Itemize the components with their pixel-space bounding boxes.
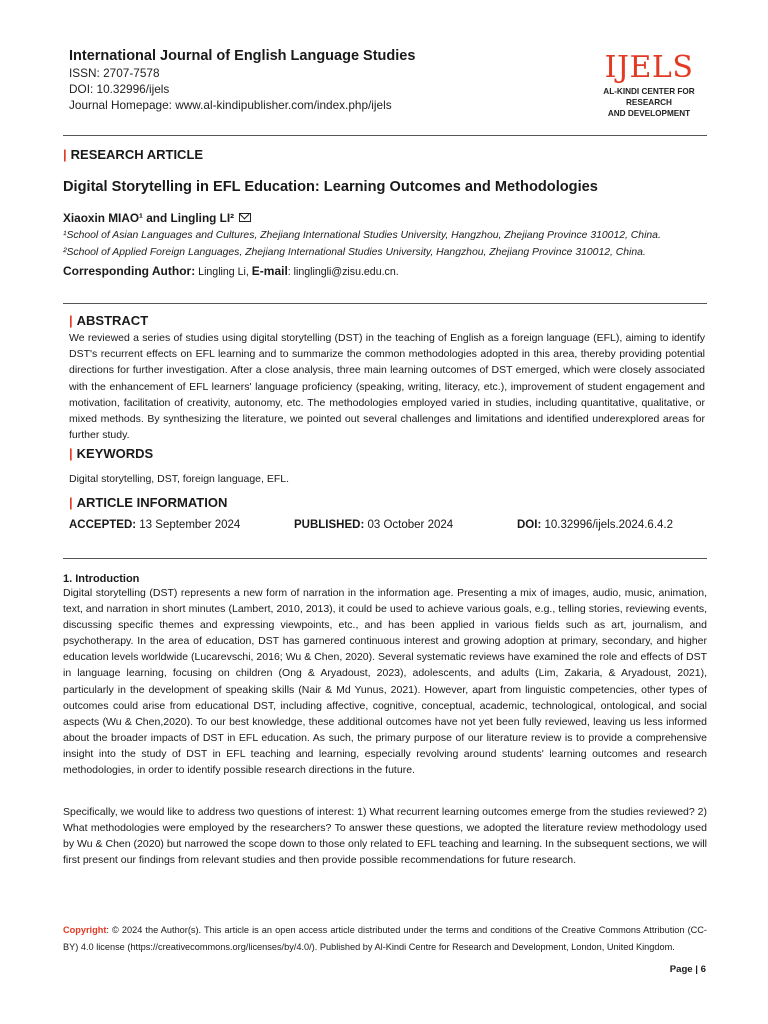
page-value: 6 [697,964,706,975]
corresponding-label: Corresponding Author: [63,264,196,278]
accepted-value: 13 September 2024 [136,519,241,531]
accent-bar: | [63,147,67,162]
authors-line [63,210,251,226]
logo-subtitle-2: AND DEVELOPMENT [607,109,691,118]
article-type-label [63,147,203,163]
journal-doi: DOI: 10.32996/ijels [69,82,170,96]
keywords-heading-text: KEYWORDS [76,446,154,461]
article-info-heading [69,495,227,511]
accepted-date [69,517,240,533]
ijels-logo [580,50,718,119]
doi-label: DOI: [517,519,542,531]
logo-text: IJELS [604,50,694,85]
header-divider [63,135,707,136]
mail-icon[interactable] [239,213,251,222]
article-doi [517,517,673,533]
published-date [294,517,453,533]
accepted-label: ACCEPTED: [69,519,137,531]
published-value: 03 October 2024 [364,519,454,531]
keywords-text: Digital storytelling, DST, foreign language, EFL. [69,473,290,485]
abstract-heading [69,313,148,329]
published-label: PUBLISHED: [294,519,365,531]
keywords-heading [69,446,153,462]
abstract-heading-text: ABSTRACT [76,313,149,328]
journal-header [69,47,529,113]
affiliation-1: ¹School of Asian Languages and Cultures, Zhejiang International Studies University, Hangzhou, Zhejiang Province 310012, China. [63,230,661,241]
accent-bar: | [69,495,73,510]
doi-value[interactable]: 10.32996/ijels.2024.6.4.2 [541,519,673,531]
corresponding-author [63,263,399,280]
article-title: Digital Storytelling in EFL Education: Learning Outcomes and Methodologies [63,179,598,195]
journal-title: International Journal of English Language Studies [69,48,416,64]
page-label: Page | [669,964,698,975]
journal-issn: ISSN: 2707-7578 [69,66,160,80]
page-number [670,963,706,977]
copyright-notice [63,922,707,955]
article-info-heading-text: ARTICLE INFORMATION [76,495,228,510]
journal-homepage: Journal Homepage: www.al-kindipublisher.com/index.php/ijels [69,98,392,112]
abstract-divider [63,303,707,304]
intro-paragraph-2: Specifically, we would like to address two questions of interest: 1) What recurrent learning outcomes emerge from the studies reviewed? 2) What methodologies were employed by the researchers? To answer these questions, we adopted the literature review methodology used by Wu & Chen (2020) but narrowed the scope down to those only related to EFL teaching and learning. In the subsequent sections, we will first present our findings from relevant studies and then provide possible recommendations for future research. [63,806,707,867]
logo-subtitle-1: AL-KINDI CENTER FOR RESEARCH [603,87,695,107]
intro-paragraph-1: Digital storytelling (DST) represents a new form of narration in the information age. Presenting a mix of images, audio, music, animation, text, and narration in short minutes (Lambert, 2010, 2013), it could be used to achieve various goals, e.g., telling stories, reviewing events, discussing specific themes and expressing viewpoints, etc., and has been applied in various fields such as art, journalism, and psychotherapy. In the area of education, DST has garnered continuous interest and growing adoption at primary, secondary, and higher education levels worldwide (Lucarevschi, 2016; Wu & Chen, 2020). Several systematic reviews have examined the role and effects of DST in language learning, focusing on children (Ong & Aryadoust, 2023), adolescents, and adults (Lim, Zakaria, & Aryadoust, 2021), particularly in the development of speaking skills (Nair & Md Yunus, 2021). However, apart from linguistic competencies, other types of outcomes could arise from educational DST, including affective, cognitive, conceptual, academic, technological, ontological, and social aspects (Wu & Chen,2020). To our best knowledge, these additional outcomes have not yet been fully reviewed, leaving us less informed about the broader impacts of DST in EFL education. As such, the primary purpose of our literature review is to provide a comprehensive insight into the study of DST in EFL teaching and learning, especially revolving around students' learning outcomes and research methodologies, in order to identify possible research directions in the future. [63,587,707,777]
accent-bar: | [69,446,73,461]
copyright-text: : © 2024 the Author(s). This article is an open access article distributed under the terms and conditions of the Creative Commons Attribution (CC-BY) 4.0 license (https://creativecommons.org/licenses/by/4.0/). Published by Al-Kindi Centre for Research and Development, London, United Kingdom. [63,925,707,952]
email-label: E-mail [251,264,288,278]
email-address[interactable]: : linglingli@zisu.edu.cn. [287,266,399,278]
abstract-text: We reviewed a series of studies using digital storytelling (DST) in the teaching of English as a foreign language (EFL), aiming to identify DST's recurrent effects on EFL learning and to summarize the common methodologies adopted in this area, thereby providing potential directions for further investigation. After a close analysis, three main learning outcomes of DST emerged, which were closely associated with the enhancement of EFL learners' language proficiency (speaking, writing, literacy, etc.), improvement of student engagement and motivation, facilitation of creativity, autonomy, etc. The methodologies employed varied in studies, including quantitative, qualitative, or mixed methods. By synthesizing the literature, we pointed out several challenges and limitations and identified underexplored areas for further study. [69,332,705,442]
article-type-text: RESEARCH ARTICLE [70,147,204,162]
corresponding-name: Lingling Li, [198,266,249,278]
info-divider [63,558,707,559]
introduction-heading: 1. Introduction [63,573,140,585]
copyright-label: Copyright [63,925,107,935]
accent-bar: | [69,313,73,328]
affiliation-2: ²School of Applied Foreign Languages, Zhejiang International Studies University, Hangzhou, Zhejiang Province 310012, China. [63,247,646,258]
authors-text: Xiaoxin MIAO¹ and Lingling LI² [63,211,235,225]
